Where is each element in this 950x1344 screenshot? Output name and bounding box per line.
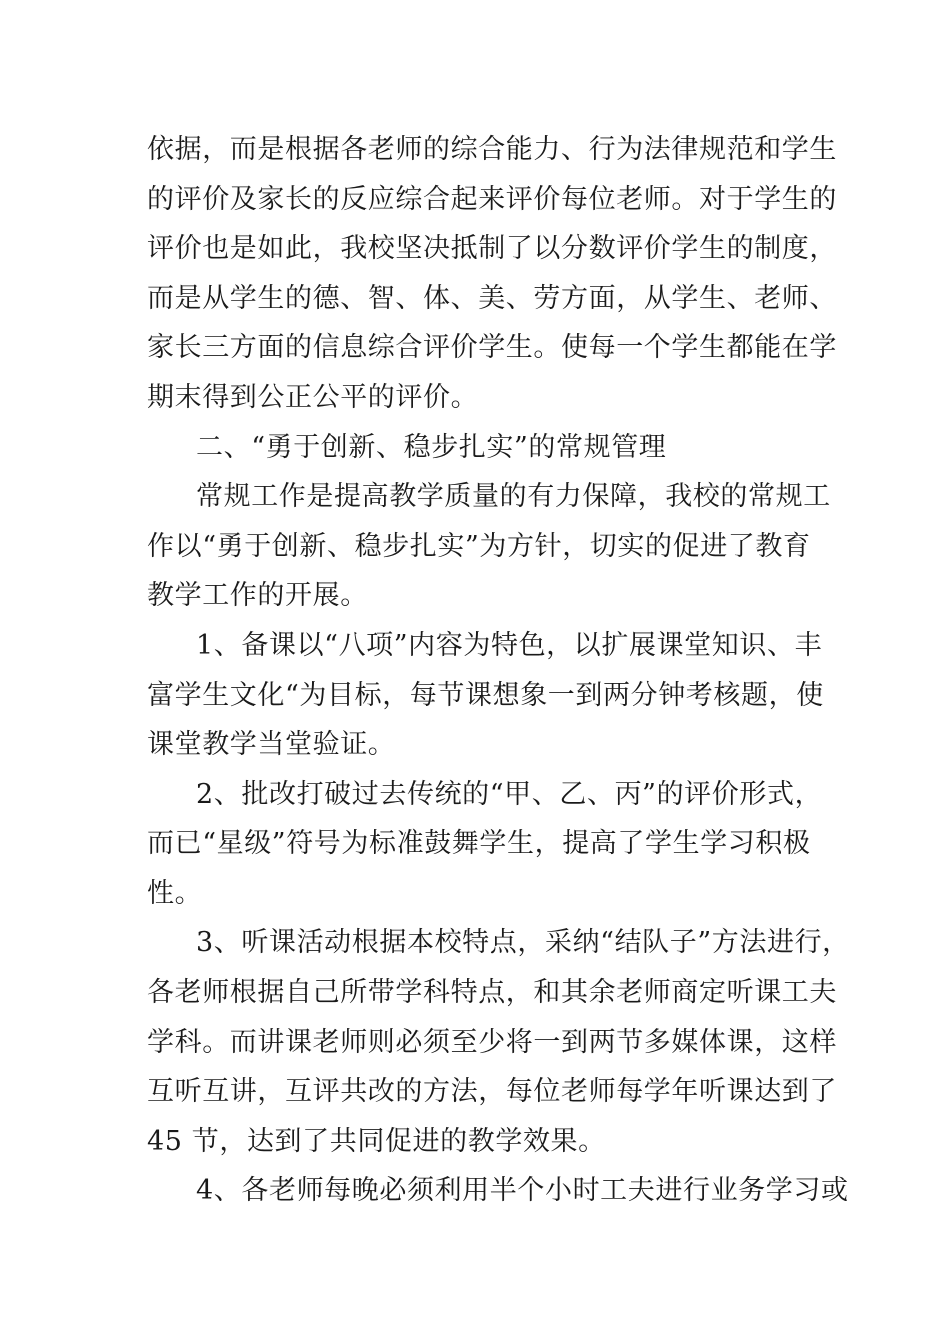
text-line: 常规工作是提高教学质量的有力保障，我校的常规工 — [196, 481, 831, 512]
text-line: 1、备课以“八项”内容为特色，以扩展课堂知识、丰 — [196, 630, 823, 661]
text-line: 学科。而讲课老师则必须至少将一到两节多媒体课，这样 — [147, 1027, 837, 1058]
text-line: 的评价及家长的反应综合起来评价每位老师。对于学生的 — [147, 184, 837, 215]
text-line: 课堂教学当堂验证。 — [147, 729, 396, 760]
text-line: 而已“星级”符号为标准鼓舞学生，提高了学生学习积极 — [147, 828, 811, 859]
text-line: 作以“勇于创新、稳步扎实”为方针，切实的促进了教育 — [147, 531, 811, 562]
text-line: 教学工作的开展。 — [147, 580, 368, 611]
text-line: 富学生文化“为目标，每节课想象一到两分钟考核题，使 — [147, 680, 824, 711]
text-line: 家长三方面的信息综合评价学生。使每一个学生都能在学 — [147, 332, 837, 363]
text-line: 各老师根据自己所带学科特点，和其余老师商定听课工夫 — [147, 977, 837, 1008]
text-line: 互听互讲，互评共改的方法，每位老师每学年听课达到了 — [147, 1076, 837, 1107]
section-heading: 二、“勇于创新、稳步扎实”的常规管理 — [196, 432, 667, 463]
text-line: 期末得到公正公平的评价。 — [147, 382, 479, 413]
text-line: 4、各老师每晚必须利用半个小时工夫进行业务学习或 — [196, 1175, 849, 1206]
text-line: 3、听课活动根据本校特点，采纳“结队子”方法进行， — [196, 927, 850, 958]
text-line: 45 节，达到了共同促进的教学效果。 — [147, 1126, 606, 1157]
text-line: 2、批改打破过去传统的“甲、乙、丙”的评价形式， — [196, 779, 823, 810]
text-line: 评价也是如此，我校坚决抵制了以分数评价学生的制度， — [147, 233, 837, 264]
text-line: 依据，而是根据各老师的综合能力、行为法律规范和学生 — [147, 134, 837, 165]
text-line: 而是从学生的德、智、体、美、劳方面，从学生、老师、 — [147, 283, 837, 314]
text-line: 性。 — [147, 878, 203, 909]
